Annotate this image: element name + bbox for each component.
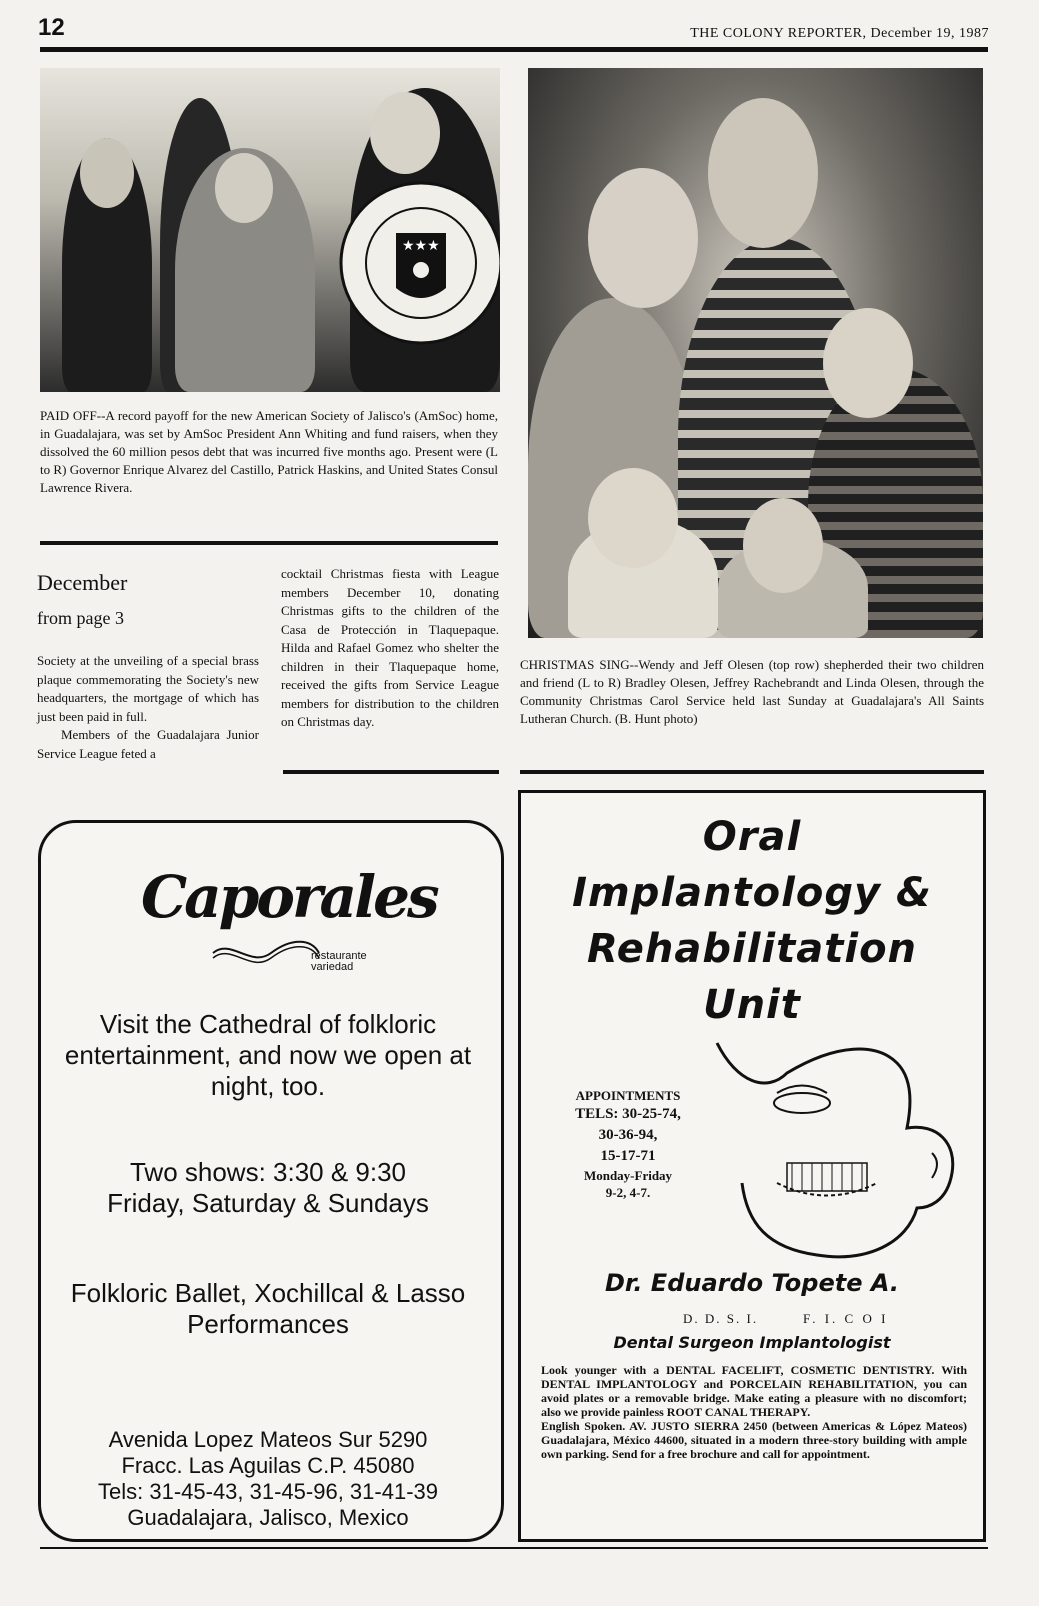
ad-address [53, 1427, 483, 1531]
page-number: 12 [38, 14, 65, 41]
dental-title-line: Implantology & [572, 870, 932, 916]
face [743, 498, 823, 593]
dental-ad [518, 790, 986, 1542]
office-hours: 9-2, 4-7. [605, 1185, 651, 1200]
caporales-ad [38, 820, 504, 1542]
appointments-label: APPOINTMENTS [575, 1088, 681, 1103]
header-rule [40, 47, 988, 52]
face [215, 153, 273, 223]
doctor-credentials-right: F. I. C O I [803, 1311, 889, 1326]
footer-rule [40, 1547, 988, 1549]
dental-appointments [543, 1087, 713, 1201]
story-column-1 [37, 652, 259, 763]
phone-line: 30-36-94, [598, 1127, 658, 1143]
logo-subtitle-line: variedad [311, 961, 354, 973]
phone-line: TELS: 30-25-74, [575, 1106, 681, 1122]
caption-rule [40, 541, 498, 545]
photo-amsoc-payoff [40, 68, 500, 392]
ad-address-line: Avenida Lopez Mateos Sur 5290 [108, 1427, 428, 1452]
phone-line: 15-17-71 [600, 1148, 656, 1164]
dental-title-line: Rehabilitation [586, 926, 918, 972]
ad-address-line: Guadalajara, Jalisco, Mexico [127, 1505, 409, 1530]
face [708, 98, 818, 248]
doctor-credentials-left: D. D. S. I. [683, 1311, 759, 1326]
story-paragraph: Society at the unveiling of a special brass plaque commemorating the Society's new headquarters, the mortgage of which has just been paid in full. [37, 653, 259, 724]
ad-performances: Folkloric Ballet, Xochillcal & Lasso Performances [70, 1278, 466, 1339]
dental-body-paragraph: Look younger with a DENTAL FACELIFT, COSMETIC DENTISTRY. With DENTAL IMPLANTOLOGY and PORCELAIN REHABILITATION, you can avoid plates or a removable bridge. Make eating a pleasure with no discomfort; also we provide painless ROOT CANAL THERAPY. [541, 1363, 967, 1419]
face [588, 168, 698, 308]
face [588, 468, 678, 568]
ad-showtimes [63, 1157, 473, 1219]
face [823, 308, 913, 418]
ad-tagline: Visit the Cathedral of folkloric entertainment, and now we open at night, too. [64, 1009, 472, 1101]
doctor-name: Dr. Eduardo Topete A. [605, 1269, 899, 1297]
story-end-rule [283, 770, 499, 774]
svg-text:★★★: ★★★ [402, 238, 440, 254]
dental-body-paragraph: English Spoken. AV. JUSTO SIERRA 2450 (between Americas & López Mateos) Guadalajara, México 44600, situated in a modern three-story building with ample own parking. Send for a free brochure and call for appointment. [541, 1419, 967, 1461]
face [80, 138, 134, 208]
dental-ad-body [541, 1363, 967, 1461]
logo-subtitle [311, 951, 367, 973]
ad-showtimes-line: Two shows: 3:30 & 9:30 [129, 1157, 407, 1187]
story-paragraph: Members of the Guadalajara Junior Service League feted a [37, 727, 259, 761]
masthead: THE COLONY REPORTER, December 19, 1987 [690, 26, 989, 41]
face-teeth-illustration-icon [707, 1033, 969, 1273]
caporales-logo: Caporales [141, 863, 437, 931]
story-jump-line: from page 3 [37, 608, 124, 628]
ad-showtimes-line: Friday, Saturday & Sundays [107, 1188, 429, 1218]
society-seal-icon [336, 178, 500, 348]
dental-title-line: Oral [702, 814, 802, 860]
flourish-icon [211, 938, 321, 968]
dental-title-line: Unit [703, 982, 801, 1028]
story-headline: December [37, 570, 128, 595]
ad-address-line: Fracc. Las Aguilas C.P. 45080 [121, 1453, 415, 1478]
story-column-2: cocktail Christmas fiesta with League members December 10, donating Christmas gifts to the children of the Casa de Protección in Tlaquepaque. Hilda and Rafael Gomez who shelter the children in their Tlaquepaque home, received the gifts from Service League members for distribution to the children on Christmas day. [281, 566, 499, 729]
photo-christmas-sing [528, 68, 983, 638]
office-days: Monday-Friday [583, 1168, 673, 1183]
logo-subtitle-line: restaurante [311, 950, 367, 962]
dental-ad-title [521, 809, 983, 1033]
ad-address-line: Tels: 31-45-43, 31-45-96, 31-41-39 [98, 1479, 438, 1504]
photo-caption-payoff: PAID OFF--A record payoff for the new American Society of Jalisco's (AmSoc) home, in Guadalajara, was set by AmSoc President Ann Whiting and fund raisers, when they dissolved the 60 million pesos debt that was incurred five months ago. Present were (L to R) Governor Enrique Alvarez del Castillo, Patrick Haskins, and United States Consul Lawrence Rivera. [40, 408, 498, 495]
doctor-specialty: Dental Surgeon Implantologist [613, 1333, 891, 1352]
caption-rule [520, 770, 984, 774]
face [370, 92, 440, 174]
photo-caption-christmas: CHRISTMAS SING--Wendy and Jeff Olesen (top row) shepherded their two children and friend (L to R) Bradley Olesen, Jeffrey Rachebrandt and Linda Olesen, through the Community Christmas Carol Service held last Sunday at Guadalajara's All Saints Lutheran Church. (B. Hunt photo) [520, 657, 984, 726]
